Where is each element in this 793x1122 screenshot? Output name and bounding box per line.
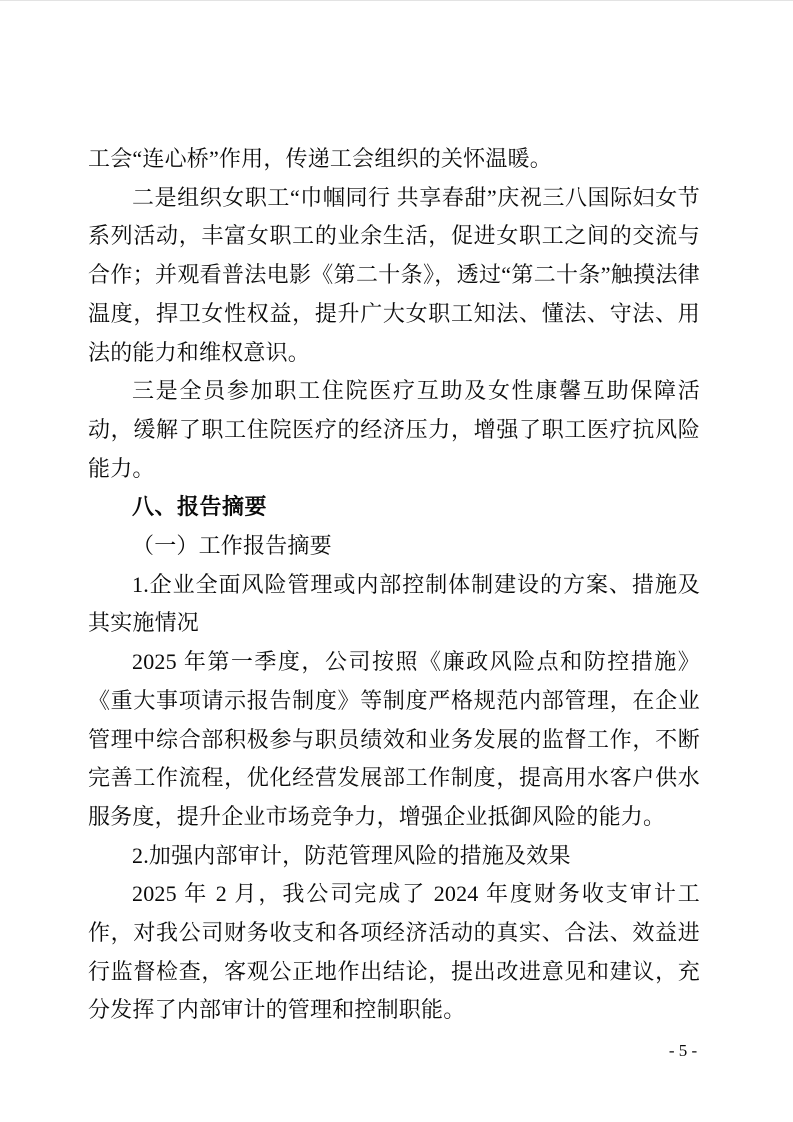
subsection-heading: （一）工作报告摘要 [132, 533, 332, 559]
body-paragraph: 2.加强内部审计，防范管理风险的措施及效果 [132, 842, 571, 868]
document-content [88, 140, 700, 1030]
body-paragraph: 1.企业全面风险管理或内部控制体制建设的方案、措施及其实施情况 [88, 571, 700, 636]
body-paragraph: 工会“连心桥”作用，传递工会组织的关怀温暖。 [88, 146, 552, 171]
body-paragraph: 三是全员参加职工住院医疗互助及女性康馨互助保障活动，缓解了职工住院医疗的经济压力，增强了职工医疗抗风险能力。 [88, 378, 700, 481]
page-number: - 5 - [668, 1041, 698, 1060]
body-paragraph: 2025 年 2 月，我公司完成了 2024 年度财务收支审计工作，对我公司财务收支和各项经济活动的真实、合法、效益进行监督检查，客观公正地作出结论，提出改进意见和建议，充分发挥了内部审计的管理和控制职能。 [88, 881, 700, 1023]
body-paragraph: 2025 年第一季度，公司按照《廉政风险点和防控措施》《重大事项请示报告制度》等制度严格规范内部管理，在企业管理中综合部积极参与职员绩效和业务发展的监督工作，不断完善工作流程，优化经营发展部工作制度，提高用水客户供水服务度，提升企业市场竞争力，增强企业抵御风险的能力。 [88, 649, 700, 829]
body-paragraph: 二是组织女职工“巾帼同行 共享春甜”庆祝三八国际妇女节系列活动，丰富女职工的业余生活，促进女职工之间的交流与合作；并观看普法电影《第二十条》，透过“第二十条”触摸法律温度，捍卫女性权益，提升广大女职工知法、懂法、守法、用法的能力和维权意识。 [88, 184, 700, 365]
section-heading: 八、报告摘要 [132, 494, 268, 520]
